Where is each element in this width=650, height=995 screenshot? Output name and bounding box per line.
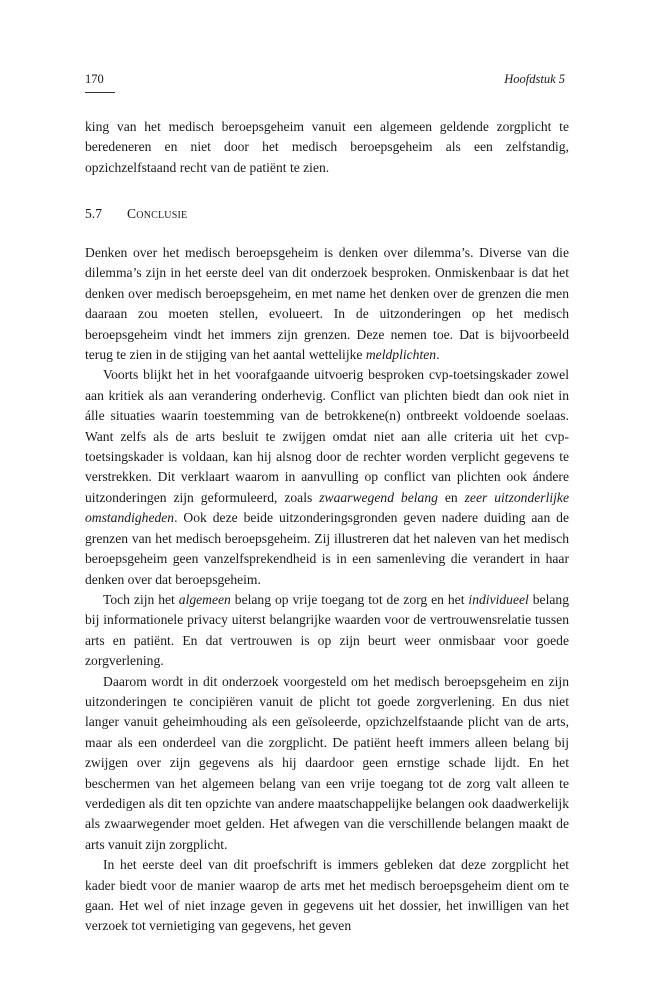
paragraph	[85, 365, 569, 589]
running-title: Hoofdstuk 5	[504, 72, 565, 86]
emphasis-term: meldplichten	[365, 347, 437, 363]
paragraph-text: .	[436, 347, 440, 363]
continuation-paragraph	[85, 117, 569, 178]
section-body	[85, 243, 569, 937]
section-number: 5.7	[85, 206, 102, 221]
paragraph-text: In het eerste deel van dit proefschrift is immers gebleken dat deze zorgplicht het kader biedt voor de manier waarop de arts met het medisch beroepsgeheim dient om te gaan. Het wel of niet inzage geven in gegevens uit het dossier, het inwilligen van het verzoek tot vernietiging van gegevens, het geven	[85, 857, 569, 934]
paragraph	[85, 590, 569, 672]
paragraph-text: en	[437, 489, 465, 505]
paragraph-text: belang op vrije toegang tot de zorg en het	[230, 591, 469, 607]
paragraph	[85, 243, 569, 365]
section-title: Conclusie	[127, 206, 188, 221]
section-heading	[85, 206, 187, 222]
paragraph-text: king van het medisch beroepsgeheim vanuit een algemeen geldende zorgplicht te beredeneren en niet door het medisch beroepsgeheim als een zelfstandig, opzichzelfstaand recht van de patiënt te zien.	[85, 119, 569, 175]
paragraph	[85, 855, 569, 937]
emphasis-term: individueel	[468, 591, 529, 607]
emphasis-term: algemeen	[178, 591, 231, 607]
paragraph-text: Daarom wordt in dit onderzoek voorgesteld om het medisch beroepsgeheim en zijn uitzonderingen te concipiëren vanuit de plicht tot goede zorgverlening. En dus niet langer vanuit geheimhouding als een geïsoleerde, opzichzelfstaande plicht van de arts, maar als een onderdeel van die zorgplicht. De patiënt heeft immers alleen belang bij zwijgen over zijn gegevens als hij daardoor geen ernstige schade lijdt. En het beschermen van het algemeen belang van een vrije toegang tot de zorg valt alleen te verdedigen als dit ten opzichte van andere maatschappelijke belangen ook daadwerkelijk als zwaarwegender moet gelden. Het afwegen van die verschillende belangen maakt de arts vanuit zijn zorgplicht.	[85, 673, 569, 852]
page-number: 170	[85, 72, 104, 86]
paragraph	[85, 672, 569, 856]
emphasis-term: zwaarwegend belang	[319, 489, 438, 505]
paragraph-text: Toch zijn het	[103, 591, 179, 607]
paragraph-text: Voorts blijkt het in het voorafgaande uitvoerig besproken cvp-toetsingskader zowel aan kritiek als aan verandering onderhevig. Conflict van plichten biedt dan ook niet in álle situaties waarin toestemming van de betrokkene(n) ontbreekt voldoende soelaas. Want zelfs als de arts besluit te zwijgen omdat niet aan alle criteria uit het cvp-toetsingskader is voldaan, kan hij alsnog door de rechter worden verplicht gegevens te verstrekken. Dit verklaart waarom in aanvulling op conflict van plichten ook ándere uitzonderingen zijn geformuleerd, zoals	[85, 367, 569, 505]
paragraph-text: belang bij informationele privacy uiterst belangrijke waarden voor de vertrouwensrelatie tussen arts en patiënt. En dat vertrouwen is op zijn beurt weer onmisbaar voor goede zorgverlening.	[85, 591, 569, 669]
paragraph-text: . Ook deze beide uitzonderingsgronden geven nadere duiding aan de grenzen van het medisch beroepsgeheim. Zij illustreren dat het naleven van het medisch beroepsgeheim geen vanzelfsprekendheid is in een samenleving die verandert in haar denken over dat beroepsgeheim.	[85, 510, 569, 587]
header-rule	[85, 92, 115, 93]
page-header	[85, 70, 565, 96]
paragraph-text: Denken over het medisch beroepsgeheim is denken over dilemma’s. Diverse van die dilemma’s zijn in het eerste deel van dit onderzoek besproken. Onmiskenbaar is dat het denken over medisch beroepsgeheim, en met name het denken over de grenzen die men daaraan zou moeten stellen, evolueert. In de uitzonderingen op het medisch beroepsgeheim vindt het immers zijn grenzen. Deze nemen toe. Dat is bijvoorbeeld terug te zien in de stijging van het aantal wettelijke	[85, 245, 569, 363]
emphasis-term: zeer uitzonderlijke omstandigheden	[85, 489, 569, 526]
